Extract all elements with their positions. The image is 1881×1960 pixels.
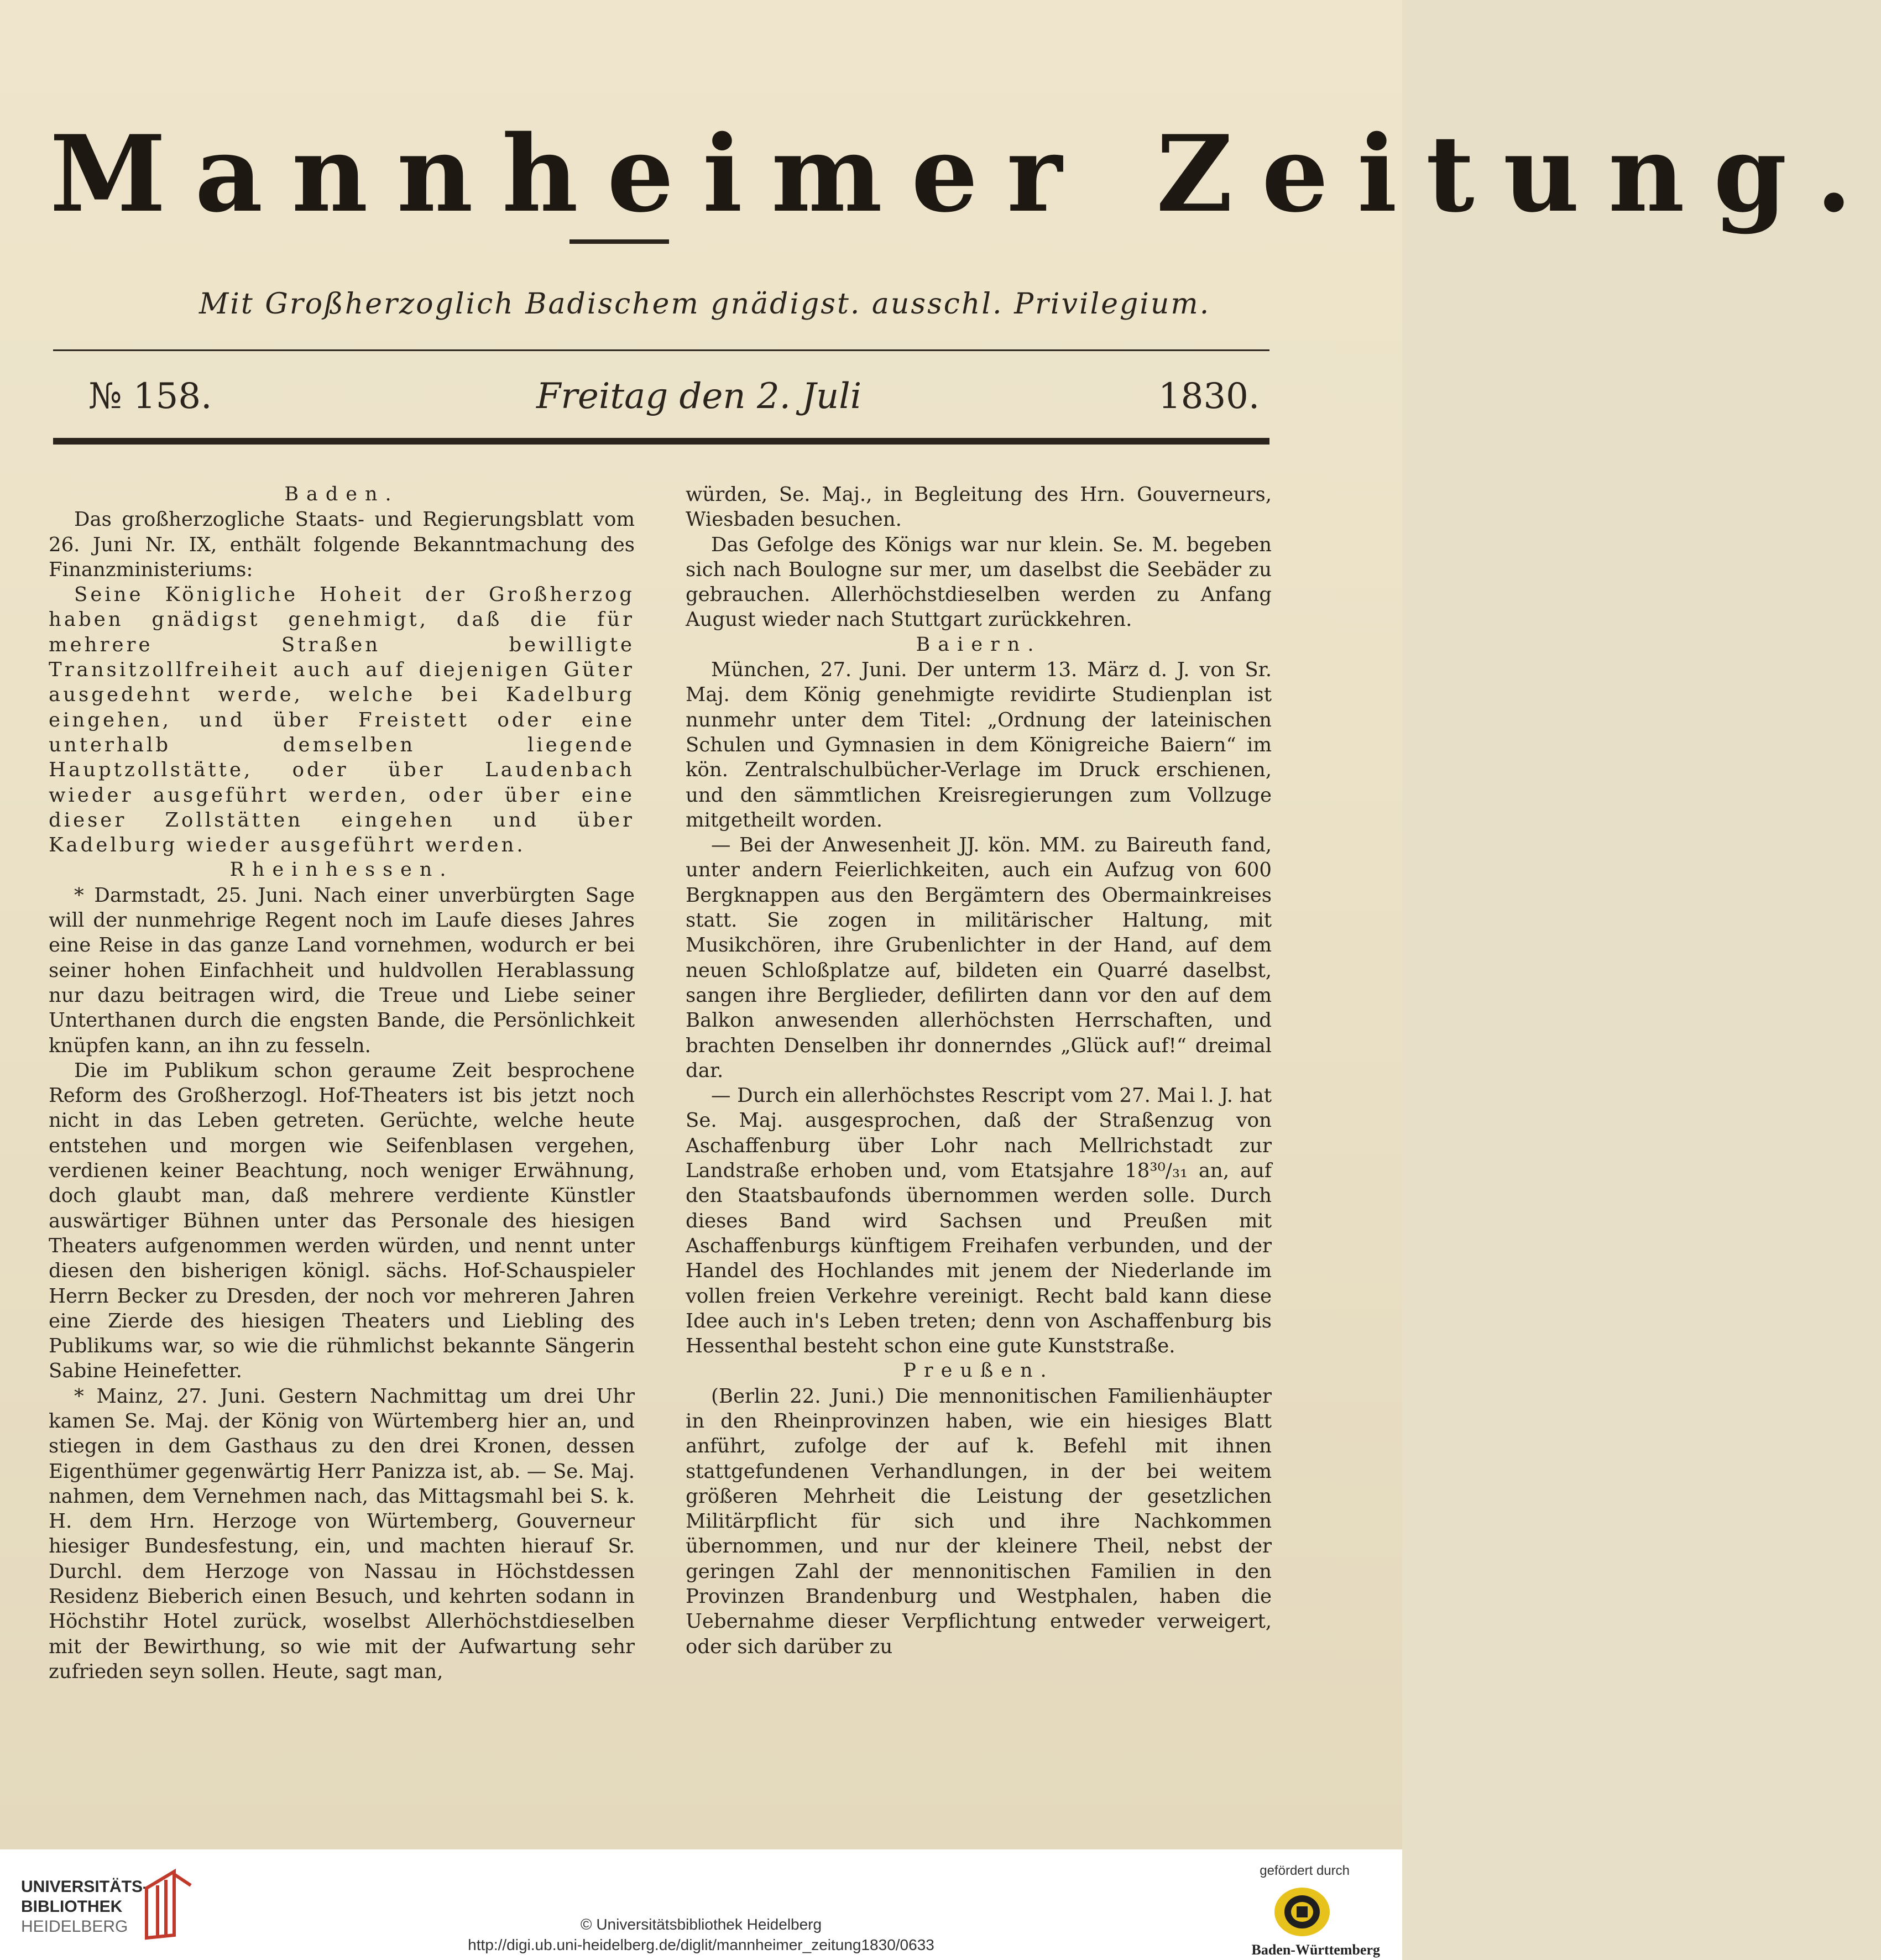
section-heading: Preußen. <box>903 1360 1054 1382</box>
article-paragraph: würden, Se. Maj., in Begleitung des Hrn. Gouverneurs, Wiesbaden besuchen. <box>686 483 1272 531</box>
article-paragraph: Das Gefolge des Königs war nur klein. Se. M. begeben sich nach Boulogne sur mer, um daselbst die Seebäder zu gebrauchen. Allerhöchstdieselben werden zu Anfang August wieder nach Stuttgart zurückkehren. <box>686 533 1272 631</box>
sponsor-label: gefördert durch <box>1260 1863 1350 1878</box>
copyright-notice: © Universitätsbibliothek Heidelberg <box>580 1916 822 1933</box>
baden-wuerttemberg-crest-icon <box>1272 1884 1333 1940</box>
privilege-line: Mit Großherzoglich Badischem gnädigst. ausschl. Privilegium. <box>199 288 1211 321</box>
right-column <box>686 482 1272 1659</box>
left-column <box>49 482 635 1684</box>
masthead-rule <box>569 239 669 244</box>
article-paragraph: Die im Publikum schon geraume Zeit besprochene Reform des Großherzogl. Hof-Theaters ist bis jetzt noch nicht in das Leben getreten. Gerüchte, welche heute entstehen und morgen wie Seifenblasen vergehen, verdienen keiner Beachtung, noch weniger Erwähnung, doch glaubt man, daß mehrere verdiente Künstler auswärtiger Bühnen unter das Personale des hiesigen Theaters aufgenommen werden würden, und nennt unter diesen den bisherigen königl. sächs. Hof-Schauspieler Herrn Becker zu Dresden, der noch vor mehreren Jahren eine Zierde des hiesigen Theaters und Liebling des Publikums war, so wie die rühmlichst bekannte Sängerin Sabine Heinefetter. <box>49 1059 635 1383</box>
dateline-top-rule <box>53 349 1269 351</box>
section-heading: Baiern. <box>916 633 1042 656</box>
article-paragraph: * Mainz, 27. Juni. Gestern Nachmittag um drei Uhr kamen Se. Maj. der König von Würtemberg hier an, und stiegen in dem Gasthaus zu den drei Kronen, dessen Eigenthümer gegenwärtig Herr Panizza ist, ab. — Se. Maj. nahmen, dem Vernehmen nach, das Mittagsmahl bei S. k. H. dem Hrn. Herzoge von Würtemberg, Gouverneur hiesiger Bundesfestung, ein, und machten hierauf Sr. Durchl. dem Herzoge von Nassau in Höchstdessen Residenz Bieberich einen Besuch, und kehrten sodann in Höchstihr Hotel zurück, woselbst Allerhöchstdieselben mit der Bewirthung, so wie mit der Aufwartung sehr zufrieden seyn sollen. Heute, sagt man, <box>49 1384 635 1683</box>
article-paragraph: — Durch ein allerhöchstes Rescript vom 27. Mai l. J. hat Se. Maj. ausgesprochen, daß der Straßenzug von Aschaffenburg über Lohr nach Mellrichstadt zur Landstraße erhoben und, vom Etatsjahre 18³⁰/₃₁ an, auf den Staatsbaufonds übernommen werden solle. Durch dieses Band wird Sachsen und Preußen mit Aschaffenburgs künftigem Freihafen verbunden, und der Handel des Hochlandes mit jenem der Niederlande im vollen freien Verkehre vereinigt. Recht bald kann diese Idee auch in's Leben treten; denn von Aschaffenburg bis Hessenthal besteht schon eine gute Kunststraße. <box>686 1084 1272 1358</box>
article-paragraph: Seine Königliche Hoheit der Großherzog haben gnädigst genehmigt, daß die für mehrere Straßen bewilligte Transitzollfreiheit auch auf diejenigen Güter ausgedehnt werde, welche bei Kadelburg eingehen, und über Freistett oder eine unterhalb demselben liegende Hauptzollstätte, oder über Laudenbach wieder ausgeführt werden, oder über eine dieser Zollstätten eingehen und über Kadelburg wieder ausgeführt werden. <box>49 583 635 857</box>
section-heading: Rheinhessen. <box>229 859 454 881</box>
article-paragraph: — Bei der Anwesenheit JJ. kön. MM. zu Baireuth fand, unter andern Feierlichkeiten, auch ein Aufzug von 600 Bergknappen aus den Bergämtern des Obermainkreises statt. Sie zogen in militärischer Haltung, mit Musikchören, ihre Grubenlichter in der Hand, auf dem neuen Schloßplatze auf, bildeten ein Quarré daselbst, sangen ihre Berglieder, defilirten dann vor den auf dem Balkon anwesenden allerhöchsten Herrschaften, und brachten Denselben ihr donnerndes „Glück auf!“ dreimal dar. <box>686 834 1272 1082</box>
library-name-line3: HEIDELBERG <box>21 1917 128 1936</box>
article-paragraph: * Darmstadt, 25. Juni. Nach einer unverbürgten Sage will der nunmehrige Regent noch im Laufe dieses Jahres eine Reise in das ganze Land vornehmen, wodurch er bei seiner hohen Einfachheit und huldvollen Herablassung nur dazu beitragen wird, die Treue und Liebe seiner Unterthanen durch die engsten Bande, die Persönlichkeit knüpfen kann, an ihn zu fesseln. <box>49 884 635 1057</box>
issue-number: № 158. <box>88 376 212 417</box>
dateline-bottom-rule <box>53 438 1269 445</box>
sponsor-name: Baden-Württemberg <box>1251 1942 1380 1958</box>
masthead-title: Mannheimer Zeitung. <box>50 112 1881 236</box>
article-paragraph: (Berlin 22. Juni.) Die mennonitischen Familienhäupter in den Rheinprovinzen haben, wie ein hiesiges Blatt anführt, zufolge der auf k. Befehl mit ihnen stattgefundenen Verhandlungen, in der bei weitem größeren Mehrheit die Leistung der gesetzlichen Militärpflicht für sich und ihre Nachkommen übernommen, und nur der kleinere Theil, nebst der geringen Zahl der mennonitischen Familien in den Provinzen Brandenburg und Westphalen, haben die Uebernahme dieser Verpflichtung entweder verweigert, oder sich darüber zu <box>686 1384 1272 1658</box>
article-paragraph: Das großherzogliche Staats- und Regierungsblatt vom 26. Juni Nr. IX, enthält folgende Bekanntmachung des Finanzministeriums: <box>49 508 635 581</box>
permalink[interactable]: http://digi.ub.uni-heidelberg.de/diglit/mannheimer_zeitung1830/0633 <box>468 1936 934 1953</box>
issue-year: 1830. <box>1158 376 1260 417</box>
library-name-line2: BIBLIOTHEK <box>21 1898 123 1916</box>
issue-date: Freitag den 2. Juli <box>536 376 862 417</box>
section-heading: Baden. <box>284 483 399 505</box>
library-name-line1: UNIVERSITÄTS- <box>21 1878 149 1896</box>
article-paragraph: München, 27. Juni. Der unterm 13. März d. J. von Sr. Maj. dem König genehmigte revidirte Studienplan ist nunmehr unter dem Titel: „Ordnung der lateinischen Schulen und Gymnasien in dem Königreiche Baiern“ im kön. Zentralschulbücher-Verlage im Druck erschienen, und den sämmtlichen Kreisregierungen zum Vollzuge mitgetheilt worden. <box>686 658 1272 832</box>
